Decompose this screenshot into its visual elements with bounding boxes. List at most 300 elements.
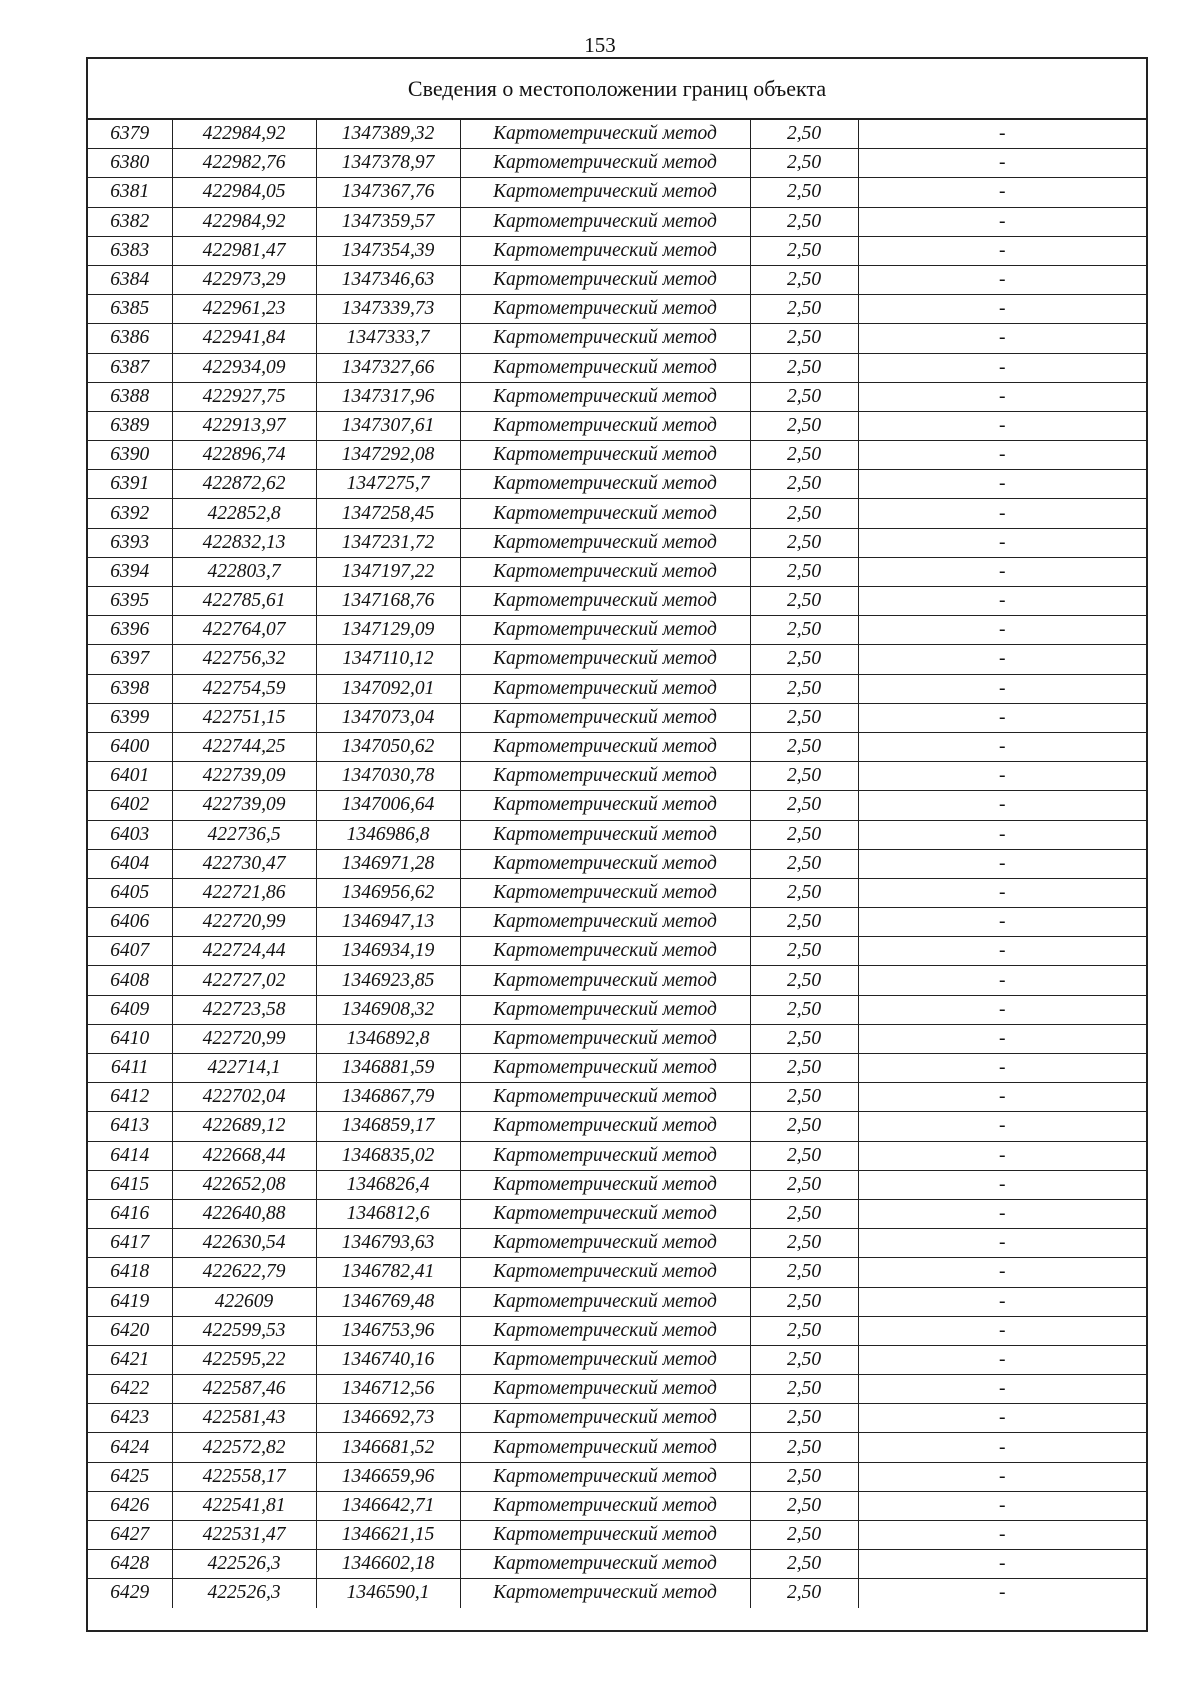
boundary-points-table bbox=[88, 120, 1146, 1608]
description-cell: - bbox=[858, 295, 1146, 324]
x-coordinate-cell: 422652,08 bbox=[172, 1170, 316, 1199]
description-cell: - bbox=[858, 441, 1146, 470]
method-cell: Картометрический метод bbox=[460, 820, 750, 849]
y-coordinate-cell: 1347292,08 bbox=[316, 441, 460, 470]
x-coordinate-cell: 422668,44 bbox=[172, 1141, 316, 1170]
description-cell: - bbox=[858, 966, 1146, 995]
y-coordinate-cell: 1346986,8 bbox=[316, 820, 460, 849]
x-coordinate-cell: 422526,3 bbox=[172, 1550, 316, 1579]
table-row bbox=[88, 1579, 1146, 1608]
description-cell: - bbox=[858, 849, 1146, 878]
point-number-cell: 6380 bbox=[88, 149, 172, 178]
description-cell: - bbox=[858, 1375, 1146, 1404]
y-coordinate-cell: 1347168,76 bbox=[316, 587, 460, 616]
description-cell: - bbox=[858, 1199, 1146, 1228]
x-coordinate-cell: 422558,17 bbox=[172, 1462, 316, 1491]
x-coordinate-cell: 422973,29 bbox=[172, 265, 316, 294]
x-coordinate-cell: 422572,82 bbox=[172, 1433, 316, 1462]
y-coordinate-cell: 1347258,45 bbox=[316, 499, 460, 528]
y-coordinate-cell: 1347275,7 bbox=[316, 470, 460, 499]
table-row bbox=[88, 411, 1146, 440]
y-coordinate-cell: 1346826,4 bbox=[316, 1170, 460, 1199]
method-cell: Картометрический метод bbox=[460, 178, 750, 207]
description-cell: - bbox=[858, 120, 1146, 149]
description-cell: - bbox=[858, 878, 1146, 907]
description-cell: - bbox=[858, 732, 1146, 761]
y-coordinate-cell: 1347346,63 bbox=[316, 265, 460, 294]
y-coordinate-cell: 1346859,17 bbox=[316, 1112, 460, 1141]
y-coordinate-cell: 1346659,96 bbox=[316, 1462, 460, 1491]
table-row bbox=[88, 1199, 1146, 1228]
point-number-cell: 6394 bbox=[88, 557, 172, 586]
accuracy-cell: 2,50 bbox=[750, 674, 858, 703]
point-number-cell: 6422 bbox=[88, 1375, 172, 1404]
table-row bbox=[88, 499, 1146, 528]
description-cell: - bbox=[858, 324, 1146, 353]
description-cell: - bbox=[858, 703, 1146, 732]
table-row bbox=[88, 1024, 1146, 1053]
y-coordinate-cell: 1347327,66 bbox=[316, 353, 460, 382]
accuracy-cell: 2,50 bbox=[750, 207, 858, 236]
point-number-cell: 6417 bbox=[88, 1229, 172, 1258]
description-cell: - bbox=[858, 1550, 1146, 1579]
description-cell: - bbox=[858, 382, 1146, 411]
description-cell: - bbox=[858, 1462, 1146, 1491]
y-coordinate-cell: 1346934,19 bbox=[316, 937, 460, 966]
point-number-cell: 6413 bbox=[88, 1112, 172, 1141]
table-row bbox=[88, 1550, 1146, 1579]
table-row bbox=[88, 732, 1146, 761]
x-coordinate-cell: 422744,25 bbox=[172, 732, 316, 761]
y-coordinate-cell: 1346956,62 bbox=[316, 878, 460, 907]
x-coordinate-cell: 422981,47 bbox=[172, 236, 316, 265]
method-cell: Картометрический метод bbox=[460, 1579, 750, 1608]
point-number-cell: 6407 bbox=[88, 937, 172, 966]
table-row bbox=[88, 908, 1146, 937]
x-coordinate-cell: 422832,13 bbox=[172, 528, 316, 557]
x-coordinate-cell: 422751,15 bbox=[172, 703, 316, 732]
x-coordinate-cell: 422541,81 bbox=[172, 1491, 316, 1520]
point-number-cell: 6395 bbox=[88, 587, 172, 616]
accuracy-cell: 2,50 bbox=[750, 441, 858, 470]
accuracy-cell: 2,50 bbox=[750, 1024, 858, 1053]
description-cell: - bbox=[858, 616, 1146, 645]
accuracy-cell: 2,50 bbox=[750, 382, 858, 411]
method-cell: Картометрический метод bbox=[460, 1024, 750, 1053]
point-number-cell: 6421 bbox=[88, 1345, 172, 1374]
point-number-cell: 6399 bbox=[88, 703, 172, 732]
x-coordinate-cell: 422756,32 bbox=[172, 645, 316, 674]
point-number-cell: 6418 bbox=[88, 1258, 172, 1287]
y-coordinate-cell: 1346590,1 bbox=[316, 1579, 460, 1608]
table-row bbox=[88, 441, 1146, 470]
method-cell: Картометрический метод bbox=[460, 120, 750, 149]
y-coordinate-cell: 1346908,32 bbox=[316, 995, 460, 1024]
y-coordinate-cell: 1347378,97 bbox=[316, 149, 460, 178]
accuracy-cell: 2,50 bbox=[750, 1316, 858, 1345]
description-cell: - bbox=[858, 1287, 1146, 1316]
method-cell: Картометрический метод bbox=[460, 1345, 750, 1374]
description-cell: - bbox=[858, 178, 1146, 207]
y-coordinate-cell: 1346642,71 bbox=[316, 1491, 460, 1520]
description-cell: - bbox=[858, 1083, 1146, 1112]
point-number-cell: 6402 bbox=[88, 791, 172, 820]
accuracy-cell: 2,50 bbox=[750, 791, 858, 820]
x-coordinate-cell: 422872,62 bbox=[172, 470, 316, 499]
point-number-cell: 6427 bbox=[88, 1521, 172, 1550]
method-cell: Картометрический метод bbox=[460, 324, 750, 353]
table-row bbox=[88, 674, 1146, 703]
table-row bbox=[88, 1316, 1146, 1345]
accuracy-cell: 2,50 bbox=[750, 1141, 858, 1170]
point-number-cell: 6403 bbox=[88, 820, 172, 849]
accuracy-cell: 2,50 bbox=[750, 1054, 858, 1083]
x-coordinate-cell: 422984,05 bbox=[172, 178, 316, 207]
accuracy-cell: 2,50 bbox=[750, 295, 858, 324]
point-number-cell: 6414 bbox=[88, 1141, 172, 1170]
table-row bbox=[88, 1258, 1146, 1287]
description-cell: - bbox=[858, 1579, 1146, 1608]
y-coordinate-cell: 1346602,18 bbox=[316, 1550, 460, 1579]
y-coordinate-cell: 1346793,63 bbox=[316, 1229, 460, 1258]
y-coordinate-cell: 1346753,96 bbox=[316, 1316, 460, 1345]
accuracy-cell: 2,50 bbox=[750, 353, 858, 382]
table-row bbox=[88, 1170, 1146, 1199]
accuracy-cell: 2,50 bbox=[750, 265, 858, 294]
accuracy-cell: 2,50 bbox=[750, 528, 858, 557]
y-coordinate-cell: 1347389,32 bbox=[316, 120, 460, 149]
x-coordinate-cell: 422721,86 bbox=[172, 878, 316, 907]
table-row bbox=[88, 353, 1146, 382]
y-coordinate-cell: 1347231,72 bbox=[316, 528, 460, 557]
accuracy-cell: 2,50 bbox=[750, 149, 858, 178]
description-cell: - bbox=[858, 995, 1146, 1024]
x-coordinate-cell: 422984,92 bbox=[172, 207, 316, 236]
x-coordinate-cell: 422609 bbox=[172, 1287, 316, 1316]
x-coordinate-cell: 422714,1 bbox=[172, 1054, 316, 1083]
table-body bbox=[88, 120, 1146, 1608]
y-coordinate-cell: 1347092,01 bbox=[316, 674, 460, 703]
point-number-cell: 6425 bbox=[88, 1462, 172, 1491]
x-coordinate-cell: 422927,75 bbox=[172, 382, 316, 411]
accuracy-cell: 2,50 bbox=[750, 411, 858, 440]
y-coordinate-cell: 1347339,73 bbox=[316, 295, 460, 324]
table-row bbox=[88, 557, 1146, 586]
description-cell: - bbox=[858, 937, 1146, 966]
x-coordinate-cell: 422587,46 bbox=[172, 1375, 316, 1404]
x-coordinate-cell: 422622,79 bbox=[172, 1258, 316, 1287]
description-cell: - bbox=[858, 1491, 1146, 1520]
y-coordinate-cell: 1346692,73 bbox=[316, 1404, 460, 1433]
accuracy-cell: 2,50 bbox=[750, 995, 858, 1024]
point-number-cell: 6387 bbox=[88, 353, 172, 382]
description-cell: - bbox=[858, 149, 1146, 178]
method-cell: Картометрический метод bbox=[460, 149, 750, 178]
description-cell: - bbox=[858, 791, 1146, 820]
x-coordinate-cell: 422984,92 bbox=[172, 120, 316, 149]
point-number-cell: 6397 bbox=[88, 645, 172, 674]
accuracy-cell: 2,50 bbox=[750, 1199, 858, 1228]
x-coordinate-cell: 422599,53 bbox=[172, 1316, 316, 1345]
accuracy-cell: 2,50 bbox=[750, 1491, 858, 1520]
method-cell: Картометрический метод bbox=[460, 703, 750, 732]
table-row bbox=[88, 645, 1146, 674]
method-cell: Картометрический метод bbox=[460, 236, 750, 265]
accuracy-cell: 2,50 bbox=[750, 1229, 858, 1258]
accuracy-cell: 2,50 bbox=[750, 1375, 858, 1404]
description-cell: - bbox=[858, 411, 1146, 440]
accuracy-cell: 2,50 bbox=[750, 324, 858, 353]
method-cell: Картометрический метод bbox=[460, 1316, 750, 1345]
x-coordinate-cell: 422736,5 bbox=[172, 820, 316, 849]
description-cell: - bbox=[858, 1112, 1146, 1141]
y-coordinate-cell: 1347307,61 bbox=[316, 411, 460, 440]
accuracy-cell: 2,50 bbox=[750, 703, 858, 732]
y-coordinate-cell: 1347129,09 bbox=[316, 616, 460, 645]
method-cell: Картометрический метод bbox=[460, 441, 750, 470]
point-number-cell: 6429 bbox=[88, 1579, 172, 1608]
y-coordinate-cell: 1346740,16 bbox=[316, 1345, 460, 1374]
description-cell: - bbox=[858, 1345, 1146, 1374]
method-cell: Картометрический метод bbox=[460, 995, 750, 1024]
point-number-cell: 6379 bbox=[88, 120, 172, 149]
table-row bbox=[88, 1521, 1146, 1550]
accuracy-cell: 2,50 bbox=[750, 820, 858, 849]
point-number-cell: 6390 bbox=[88, 441, 172, 470]
table-row bbox=[88, 295, 1146, 324]
x-coordinate-cell: 422720,99 bbox=[172, 908, 316, 937]
table-row bbox=[88, 1083, 1146, 1112]
point-number-cell: 6415 bbox=[88, 1170, 172, 1199]
point-number-cell: 6409 bbox=[88, 995, 172, 1024]
accuracy-cell: 2,50 bbox=[750, 178, 858, 207]
y-coordinate-cell: 1346769,48 bbox=[316, 1287, 460, 1316]
table-row bbox=[88, 1287, 1146, 1316]
method-cell: Картометрический метод bbox=[460, 411, 750, 440]
accuracy-cell: 2,50 bbox=[750, 1404, 858, 1433]
method-cell: Картометрический метод bbox=[460, 791, 750, 820]
table-row bbox=[88, 1375, 1146, 1404]
accuracy-cell: 2,50 bbox=[750, 557, 858, 586]
accuracy-cell: 2,50 bbox=[750, 1462, 858, 1491]
point-number-cell: 6428 bbox=[88, 1550, 172, 1579]
section-title: Сведения о местоположении границ объекта bbox=[88, 59, 1146, 120]
x-coordinate-cell: 422739,09 bbox=[172, 762, 316, 791]
method-cell: Картометрический метод bbox=[460, 1375, 750, 1404]
x-coordinate-cell: 422913,97 bbox=[172, 411, 316, 440]
x-coordinate-cell: 422724,44 bbox=[172, 937, 316, 966]
table-row bbox=[88, 265, 1146, 294]
point-number-cell: 6419 bbox=[88, 1287, 172, 1316]
table-row bbox=[88, 470, 1146, 499]
method-cell: Картометрический метод bbox=[460, 878, 750, 907]
method-cell: Картометрический метод bbox=[460, 528, 750, 557]
x-coordinate-cell: 422852,8 bbox=[172, 499, 316, 528]
method-cell: Картометрический метод bbox=[460, 353, 750, 382]
table-row bbox=[88, 791, 1146, 820]
accuracy-cell: 2,50 bbox=[750, 732, 858, 761]
x-coordinate-cell: 422785,61 bbox=[172, 587, 316, 616]
method-cell: Картометрический метод bbox=[460, 762, 750, 791]
accuracy-cell: 2,50 bbox=[750, 908, 858, 937]
x-coordinate-cell: 422764,07 bbox=[172, 616, 316, 645]
accuracy-cell: 2,50 bbox=[750, 1287, 858, 1316]
accuracy-cell: 2,50 bbox=[750, 1258, 858, 1287]
table-row bbox=[88, 236, 1146, 265]
description-cell: - bbox=[858, 1258, 1146, 1287]
accuracy-cell: 2,50 bbox=[750, 1345, 858, 1374]
table-row bbox=[88, 1462, 1146, 1491]
method-cell: Картометрический метод bbox=[460, 1404, 750, 1433]
y-coordinate-cell: 1347367,76 bbox=[316, 178, 460, 207]
x-coordinate-cell: 422702,04 bbox=[172, 1083, 316, 1112]
table-row bbox=[88, 1433, 1146, 1462]
method-cell: Картометрический метод bbox=[460, 616, 750, 645]
y-coordinate-cell: 1346867,79 bbox=[316, 1083, 460, 1112]
description-cell: - bbox=[858, 645, 1146, 674]
method-cell: Картометрический метод bbox=[460, 1141, 750, 1170]
x-coordinate-cell: 422803,7 bbox=[172, 557, 316, 586]
y-coordinate-cell: 1346971,28 bbox=[316, 849, 460, 878]
method-cell: Картометрический метод bbox=[460, 1112, 750, 1141]
accuracy-cell: 2,50 bbox=[750, 849, 858, 878]
accuracy-cell: 2,50 bbox=[750, 937, 858, 966]
table-row bbox=[88, 1491, 1146, 1520]
x-coordinate-cell: 422896,74 bbox=[172, 441, 316, 470]
method-cell: Картометрический метод bbox=[460, 295, 750, 324]
accuracy-cell: 2,50 bbox=[750, 1170, 858, 1199]
table-row bbox=[88, 1229, 1146, 1258]
accuracy-cell: 2,50 bbox=[750, 587, 858, 616]
x-coordinate-cell: 422754,59 bbox=[172, 674, 316, 703]
point-number-cell: 6398 bbox=[88, 674, 172, 703]
table-row bbox=[88, 878, 1146, 907]
point-number-cell: 6405 bbox=[88, 878, 172, 907]
y-coordinate-cell: 1346621,15 bbox=[316, 1521, 460, 1550]
table-row bbox=[88, 703, 1146, 732]
x-coordinate-cell: 422531,47 bbox=[172, 1521, 316, 1550]
x-coordinate-cell: 422723,58 bbox=[172, 995, 316, 1024]
x-coordinate-cell: 422630,54 bbox=[172, 1229, 316, 1258]
table-row bbox=[88, 1141, 1146, 1170]
table-row bbox=[88, 995, 1146, 1024]
table-row bbox=[88, 324, 1146, 353]
table-row bbox=[88, 849, 1146, 878]
y-coordinate-cell: 1346712,56 bbox=[316, 1375, 460, 1404]
method-cell: Картометрический метод bbox=[460, 499, 750, 528]
method-cell: Картометрический метод bbox=[460, 1433, 750, 1462]
x-coordinate-cell: 422739,09 bbox=[172, 791, 316, 820]
description-cell: - bbox=[858, 470, 1146, 499]
description-cell: - bbox=[858, 236, 1146, 265]
point-number-cell: 6426 bbox=[88, 1491, 172, 1520]
description-cell: - bbox=[858, 1521, 1146, 1550]
y-coordinate-cell: 1347006,64 bbox=[316, 791, 460, 820]
point-number-cell: 6404 bbox=[88, 849, 172, 878]
point-number-cell: 6384 bbox=[88, 265, 172, 294]
table-row bbox=[88, 1112, 1146, 1141]
point-number-cell: 6424 bbox=[88, 1433, 172, 1462]
accuracy-cell: 2,50 bbox=[750, 1579, 858, 1608]
description-cell: - bbox=[858, 1141, 1146, 1170]
table-row bbox=[88, 587, 1146, 616]
accuracy-cell: 2,50 bbox=[750, 470, 858, 499]
table-row bbox=[88, 149, 1146, 178]
point-number-cell: 6412 bbox=[88, 1083, 172, 1112]
table-row bbox=[88, 937, 1146, 966]
method-cell: Картометрический метод bbox=[460, 1054, 750, 1083]
method-cell: Картометрический метод bbox=[460, 1491, 750, 1520]
method-cell: Картометрический метод bbox=[460, 1462, 750, 1491]
accuracy-cell: 2,50 bbox=[750, 762, 858, 791]
x-coordinate-cell: 422941,84 bbox=[172, 324, 316, 353]
point-number-cell: 6401 bbox=[88, 762, 172, 791]
table-row bbox=[88, 616, 1146, 645]
page-number: 153 bbox=[584, 33, 616, 57]
y-coordinate-cell: 1347359,57 bbox=[316, 207, 460, 236]
point-number-cell: 6423 bbox=[88, 1404, 172, 1433]
point-number-cell: 6400 bbox=[88, 732, 172, 761]
description-cell: - bbox=[858, 908, 1146, 937]
description-cell: - bbox=[858, 1054, 1146, 1083]
method-cell: Картометрический метод bbox=[460, 849, 750, 878]
point-number-cell: 6391 bbox=[88, 470, 172, 499]
point-number-cell: 6420 bbox=[88, 1316, 172, 1345]
accuracy-cell: 2,50 bbox=[750, 1083, 858, 1112]
table-row bbox=[88, 178, 1146, 207]
description-cell: - bbox=[858, 674, 1146, 703]
y-coordinate-cell: 1346881,59 bbox=[316, 1054, 460, 1083]
method-cell: Картометрический метод bbox=[460, 1199, 750, 1228]
x-coordinate-cell: 422961,23 bbox=[172, 295, 316, 324]
description-cell: - bbox=[858, 528, 1146, 557]
point-number-cell: 6389 bbox=[88, 411, 172, 440]
point-number-cell: 6393 bbox=[88, 528, 172, 557]
accuracy-cell: 2,50 bbox=[750, 966, 858, 995]
method-cell: Картометрический метод bbox=[460, 674, 750, 703]
y-coordinate-cell: 1347073,04 bbox=[316, 703, 460, 732]
x-coordinate-cell: 422934,09 bbox=[172, 353, 316, 382]
x-coordinate-cell: 422640,88 bbox=[172, 1199, 316, 1228]
x-coordinate-cell: 422526,3 bbox=[172, 1579, 316, 1608]
y-coordinate-cell: 1346892,8 bbox=[316, 1024, 460, 1053]
point-number-cell: 6408 bbox=[88, 966, 172, 995]
method-cell: Картометрический метод bbox=[460, 1229, 750, 1258]
method-cell: Картометрический метод bbox=[460, 207, 750, 236]
method-cell: Картометрический метод bbox=[460, 937, 750, 966]
point-number-cell: 6410 bbox=[88, 1024, 172, 1053]
table-row bbox=[88, 1345, 1146, 1374]
accuracy-cell: 2,50 bbox=[750, 1433, 858, 1462]
accuracy-cell: 2,50 bbox=[750, 1521, 858, 1550]
accuracy-cell: 2,50 bbox=[750, 878, 858, 907]
point-number-cell: 6406 bbox=[88, 908, 172, 937]
description-cell: - bbox=[858, 207, 1146, 236]
method-cell: Картометрический метод bbox=[460, 966, 750, 995]
description-cell: - bbox=[858, 762, 1146, 791]
y-coordinate-cell: 1347317,96 bbox=[316, 382, 460, 411]
point-number-cell: 6385 bbox=[88, 295, 172, 324]
description-cell: - bbox=[858, 820, 1146, 849]
method-cell: Картометрический метод bbox=[460, 1258, 750, 1287]
x-coordinate-cell: 422727,02 bbox=[172, 966, 316, 995]
table-row bbox=[88, 820, 1146, 849]
method-cell: Картометрический метод bbox=[460, 557, 750, 586]
method-cell: Картометрический метод bbox=[460, 1083, 750, 1112]
method-cell: Картометрический метод bbox=[460, 908, 750, 937]
description-cell: - bbox=[858, 499, 1146, 528]
table-row bbox=[88, 382, 1146, 411]
